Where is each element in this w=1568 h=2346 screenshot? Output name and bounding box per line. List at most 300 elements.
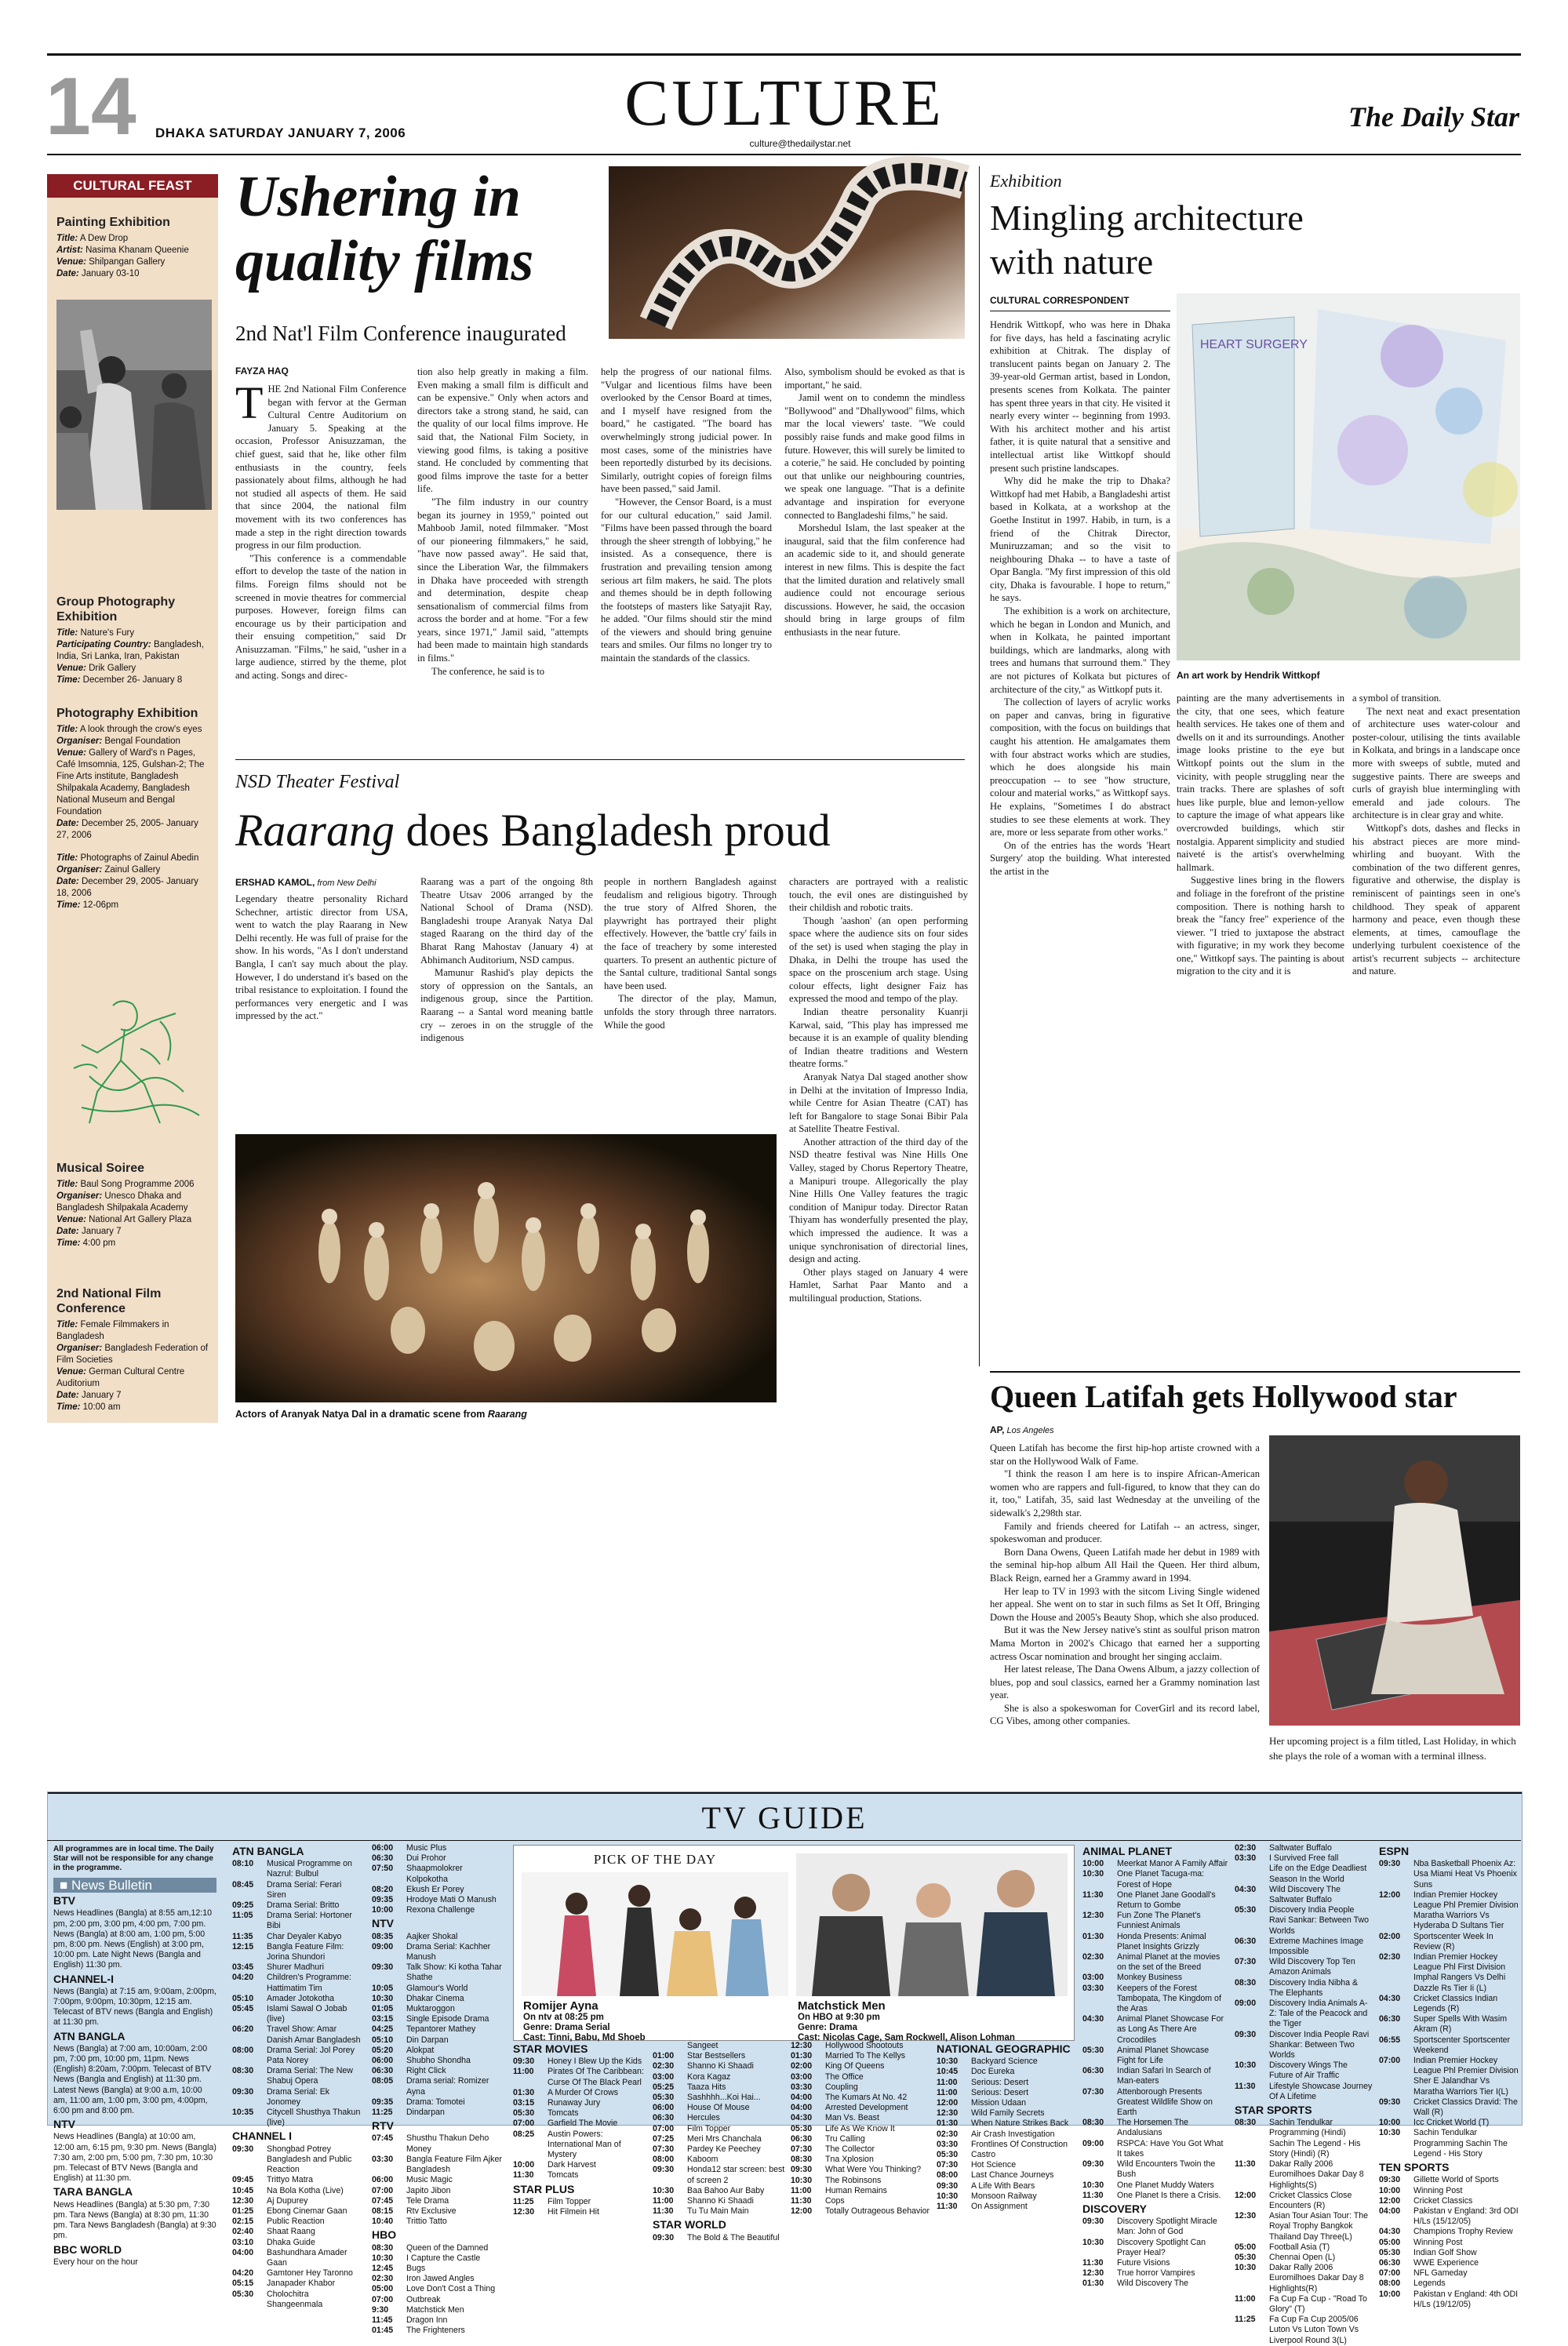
- listing-time: 08:10: [232, 1859, 254, 1869]
- listing-programme: Cops: [825, 2196, 845, 2206]
- listing-programme: Shongbad Potrey Bangladesh and Public Reaction: [267, 2144, 352, 2175]
- listing-time: 06:30: [791, 2133, 813, 2144]
- pick-right-line3: Cast: Nicolas Cage, Sam Rockwell, Alison Lohman: [798, 2033, 1015, 2042]
- listing-programme: Drama Serial: Hortoner Bibi: [267, 1911, 352, 1931]
- natgeo-listing: [937, 2150, 1076, 2160]
- listing-programme: Pakistan v England: 4th ODI H/Ls (19/12/05): [1413, 2289, 1519, 2309]
- listing-programme: The Collector: [825, 2144, 875, 2155]
- listing-time: 08:30: [791, 2155, 813, 2165]
- listing-programme: Dakar Rally 2006 Euromilhoes Dakar Day 8 Highlights(R): [1269, 2263, 1364, 2293]
- listing-time: 11:30: [1235, 2081, 1256, 2091]
- starplus-listing: [513, 2197, 648, 2207]
- news-ch-bbc: BBC WORLD Every hour on the hour: [53, 2242, 138, 2267]
- animal-listing: [1082, 2087, 1228, 2119]
- listing-time: 10:30: [1235, 2060, 1257, 2071]
- listing-time: 08:30: [1082, 2118, 1104, 2128]
- listing-time: 10:00: [513, 2160, 535, 2170]
- listing-programme: One Planet Jane Goodall's Return to Gombe: [1117, 1890, 1216, 1911]
- listing-programme: Musical Programme on Nazrul: Bulbul: [267, 1859, 352, 1879]
- listing-time: 05:00: [1235, 2242, 1257, 2252]
- feast-line: Date: December 25, 2005- January 27, 2006: [56, 819, 198, 840]
- listing-time: 03:30: [1082, 1983, 1104, 1993]
- listing-time: 06:30: [372, 1853, 394, 1864]
- tensports-listing: [1379, 2268, 1519, 2279]
- starplus2-listing: [653, 2093, 786, 2103]
- listing-time: 06:30: [1379, 2257, 1401, 2268]
- starworld-channel-title: STAR WORLD: [653, 2218, 726, 2231]
- feast-line: Venue: National Art Gallery Plaza: [56, 1215, 192, 1224]
- listing-time: 05:30: [653, 2093, 675, 2103]
- listing-programme: A Life With Bears: [971, 2181, 1035, 2191]
- listing-programme: Glamour's World: [406, 1983, 468, 1993]
- listing-time: 11:30: [1082, 1890, 1104, 1900]
- listing-time: 08:45: [232, 1879, 254, 1890]
- listing-time: 06:30: [1235, 1936, 1257, 1946]
- listing-time: 12:45: [372, 2263, 394, 2273]
- starsports-listing: [1235, 2315, 1373, 2346]
- listing-programme: Outbreak: [406, 2294, 441, 2304]
- listing-programme: Bashundhara Amader Gaan: [267, 2247, 347, 2268]
- feast-line: Venue: Drik Gallery: [56, 664, 136, 673]
- listing-time: 11:00: [937, 2087, 958, 2097]
- film-col-2: tion also help greatly in making a film. Even making a small film is difficult and can be expensive." Only when actors and directors take a strong stand, he said, can the quality of our local films improve. He said that, the National Film Society, in viewing good films, is taking a positive stand. He concluded by commenting that good films improve the taste for a better life. "The film industry in our country began its journey in 1959," pointed out Mahboob Jamil, noted filmmaker. "Most of our pioneering filmmakers," he said, "have now passed away". He said that, since the Liberation War, the filmmakers in Dhaka have proceeded with strength and determination, despite cheap sensationalism of commercial films from across the border and at home. "For a few years, since 1971," Jamil said, "attempts had been made to maintain high standards in films." The conference, he said is to: [417, 366, 588, 677]
- listing-programme: Japito Jibon: [406, 2185, 451, 2195]
- raarang-stage-photo: [235, 1134, 777, 1402]
- feast-soiree-title: Musical Soiree: [56, 1162, 145, 1175]
- listing-time: 02:30: [937, 2129, 959, 2139]
- listing-time: 10:35: [232, 2108, 254, 2118]
- animal-listing: [1082, 1984, 1228, 2015]
- listing-time: 11:00: [513, 2067, 534, 2077]
- atn-listing: [232, 1962, 362, 1973]
- ntv-pre-listing: [372, 1853, 502, 1864]
- listing-programme: Pakistan v England: 3rd ODI H/Ls (15/12/05): [1413, 2206, 1519, 2227]
- listing-time: 09:35: [372, 2097, 394, 2107]
- starplus2-listing: [653, 2072, 786, 2082]
- atn-listing: [232, 2108, 362, 2128]
- mingling-col-2: painting are the many advertisements in the city, that one sees, which feature health services. He takes one of them and dwells on it and its surroundings. Another image looks pristine to the eye but Wittkopf points out the slum in the vicinity, with people struggling near the train tracks. There are splashes of soft hues like purple, blue and lemon-yellow to capture the image of what appears like overcrowded buildings, which stir nostalgia. Apparent simplicity and studied naiveté is the artist's overwhelming hallmark. Suggestive lines bring in the flowers and foliage in the forefront of the pristine composition. There is nothing harsh to break the "fancy free" experience of the viewer. "I tried to juxtapose the abstract with figurative; in my work they become one," Wittkopf says. The painting is about migration to the city and it is: [1177, 693, 1344, 977]
- listing-time: 09:00: [1235, 1999, 1257, 2009]
- listing-programme: Wild Discovery Top Ten Amazon Animals: [1269, 1957, 1355, 1977]
- ntv-listing: [372, 2076, 502, 2097]
- listing-programme: Drama Serial: Jol Porey Pata Norey: [267, 2045, 355, 2066]
- listing-time: 06:00: [653, 2103, 675, 2113]
- listing-programme: Din Darpan: [406, 2035, 449, 2045]
- listing-programme: Nba Basketball Phoenix Az: Usa Miami Heat Vs Phoenix Suns: [1413, 1859, 1517, 1890]
- listing-time: 07:00: [513, 2119, 535, 2129]
- channeli-listing: [232, 2217, 362, 2227]
- natgeo-listing: [937, 2088, 1076, 2098]
- listing-time: 09:30: [372, 1962, 394, 1973]
- listing-programme: The Office: [825, 2071, 864, 2082]
- feast-painting-title: Painting Exhibition: [56, 216, 170, 229]
- animal2-listing: [1235, 2060, 1373, 2081]
- channeli-listing: [232, 2196, 362, 2206]
- tv-note: All programmes are in local time. The Daily Star will not be responsible for any change in the programme.: [53, 1845, 214, 1872]
- tensports-listing: [1379, 2227, 1519, 2237]
- rtv-listing: [372, 2196, 502, 2206]
- feast-nfc-title: 2nd National Film Conference: [56, 1287, 162, 1315]
- listing-time: 07:00: [1379, 2268, 1401, 2279]
- channeli-listing: [232, 2279, 362, 2289]
- listing-programme: Animal Planet Showcase Fight for Life: [1117, 2045, 1210, 2066]
- listing-programme: Indian Safari In Search of Man-eaters: [1117, 2066, 1211, 2086]
- listing-time: 11:30: [1235, 2159, 1256, 2170]
- listing-programme: Chennai Open (L): [1269, 2252, 1336, 2262]
- listing-programme: One Planet Tacuga-ma: Forest of Hope: [1117, 1869, 1205, 1890]
- rtv-listing: [372, 2186, 502, 2196]
- listing-time: 11:25: [372, 2108, 393, 2118]
- feast-line: Date: December 29, 2005- January 18, 2006: [56, 877, 198, 898]
- starsports-listing: [1235, 2253, 1373, 2263]
- starmovies-listing: [513, 2130, 648, 2161]
- listing-time: 03:00: [1082, 1973, 1104, 1983]
- listing-time: 05:20: [372, 2045, 394, 2055]
- starmovies-listing: [513, 2098, 648, 2108]
- pick-left-line1: On ntv at 08:25 pm: [523, 2013, 604, 2022]
- starworld2-listing: [791, 2113, 930, 2123]
- listing-time: 04:30: [1379, 1993, 1401, 2003]
- listing-programme: Shanno Ki Shaadi: [687, 2061, 754, 2071]
- listing-time: 11:30: [1082, 2190, 1104, 2200]
- listing-programme: Talk Show: Ki kotha Tahar Shathe: [406, 1962, 502, 1983]
- page-number: 14: [45, 61, 136, 152]
- animal2-listing: [1235, 1937, 1373, 1957]
- discovery-channel-title: DISCOVERY: [1082, 2202, 1147, 2215]
- tv-starmovies-col: [513, 2041, 648, 2217]
- starworld2-listing: [791, 2134, 930, 2144]
- atn-listing: [232, 1994, 362, 2004]
- nsd-col-4: characters are portrayed with a realistic touch, the evil ones are distinguished by their childish and robotic traits. Though 'aashon' (an open performing space where the audience sits on four sides of the set) is used when staging the play in Dhaka, in Delhi the troupe has used the space on the proscenium arch stage. Using colour effects, light designer Faiz has expressed the mood and tempo of the play. Indian theatre personality Kuanrji Karwal, said, "This play has impressed me because it is an example of quality blending of Indian theatre traditions and Western theatre forms." Aranyak Natya Dal staged another show in Delhi at the invitation of Impresso India, while Centre for Asian Theatre (CAT) has left for Bangalore to stage Sonai Bibir Pala at Satellite Theatre Festival. Another attraction of the third day of the NSD theatre festival was Nine Hills One Valley, staged by Chorus Repertory Theatre, a Manipuri troupe. Allegorically the play Nine Hills One Valley features the tragic condition of Manipur today. Director Ratan Thiyam has wonderfully presented the play, which impressed the audience. It was a unique synchronisation of directorial lines, design and acting. Other plays staged on January 4 were Hamlet, Sarhat Paar Manto and a multilingual production, Stations.: [789, 876, 968, 1304]
- listing-time: 12:00: [1379, 1890, 1401, 1900]
- pick-right-title: Matchstick Men: [798, 1999, 886, 2013]
- hbo-listing: [372, 2274, 502, 2284]
- atn-listing: [232, 1911, 362, 1931]
- listing-programme: True horror Vampires: [1117, 2268, 1195, 2279]
- channeli-listing: [232, 2248, 362, 2268]
- starplus2-listing: [653, 2113, 786, 2123]
- starplus2-listing: [653, 2061, 786, 2071]
- listing-programme: Tomcats: [548, 2108, 579, 2119]
- listing-time: 09:45: [232, 2175, 254, 2185]
- paper-logo: The Daily Star: [1348, 101, 1519, 133]
- listing-programme: The Kumars At No. 42: [825, 2093, 908, 2103]
- listing-programme: The Horsemen The Andalusians: [1117, 2118, 1189, 2138]
- listing-time: 09:30: [1082, 2217, 1104, 2227]
- listing-programme: Honda Presents: Animal Planet Insights Grizzly: [1117, 1931, 1206, 1951]
- listing-programme: On Assignment: [971, 2202, 1028, 2212]
- listing-programme: Football Asia (T): [1269, 2242, 1330, 2252]
- atn-listing: [232, 1932, 362, 1942]
- tensports-listing: [1379, 2258, 1519, 2268]
- film-col-4: Also, symbolism should be evoked as that is important," he said. Jamil went on to condemn the mindless "Bollywood" and "Dhallywood" films, which mar the local viewers' taste. "We could possibly raise funds and make good films in future. However, this will surely be limited to a coterie," he said. He concluded by pointing out that unlike our neighbouring countries, we speak one language. "That is a definite advantage and inspiration for everyone connected to Bangladeshi films," he said. Morshedul Islam, the last speaker at the inaugural, said that the film conference had an academic side to it, and should generate interest in new films. This is despite the fact that the limited duration and relatively small audience could not encourage serious discussions. However, he said, the occasion should bring in large groups of film enthusiasts in the near future.: [784, 366, 965, 638]
- listing-programme: Janapader Khabor: [267, 2279, 336, 2289]
- starworld2-listing: [791, 2051, 930, 2061]
- listing-programme: Dindarpan: [406, 2108, 445, 2118]
- hbo-listing: [372, 2326, 502, 2336]
- listing-time: 05:10: [232, 1993, 254, 2003]
- listing-programme: Amader Jotokotha: [267, 1993, 334, 2003]
- listing-time: 09:30: [1082, 2159, 1104, 2170]
- listing-time: 09:30: [653, 2232, 675, 2242]
- natgeo-channel-title: NATIONAL GEOGRAPHIC: [937, 2042, 1071, 2055]
- animal2-listing: [1235, 2082, 1373, 2102]
- listing-programme: Kaboom: [687, 2155, 719, 2165]
- discovery-listing: [1082, 2258, 1228, 2268]
- natgeo-listing: [937, 2170, 1076, 2181]
- pick-photo-matchstick: [796, 1853, 1068, 1996]
- listing-programme: Dakar Rally 2006 Euromilhoes Dakar Day 8 Highlights(S): [1269, 2159, 1364, 2190]
- starworld2-listing: [791, 2186, 930, 2196]
- listing-programme: Tomcats: [548, 2170, 579, 2181]
- listing-programme: Shusthu Thakun Deho Money: [406, 2133, 489, 2154]
- ntv-listing: [372, 2014, 502, 2024]
- listing-time: 04:25: [372, 2024, 394, 2035]
- animal2-listing: [1235, 1853, 1373, 1864]
- tensports-listing: [1379, 2186, 1519, 2196]
- listing-programme: What Were You Thinking?: [825, 2165, 922, 2175]
- starmovies-listing: [513, 2108, 648, 2119]
- listing-programme: Legends: [1413, 2279, 1446, 2289]
- listing-programme: Icc Cricket World (T): [1413, 2118, 1490, 2128]
- feast-line: Organiser: Unesco Dhaka and Bangladesh Shilpakala Academy: [56, 1191, 188, 1213]
- starplus2-listing: [653, 2134, 786, 2144]
- animal-listing: [1082, 2118, 1228, 2138]
- feast-line: Date: January 03-10: [56, 269, 140, 278]
- listing-programme: Drama serial: Romizer Ayna: [406, 2076, 489, 2097]
- wittkopf-caption: An art work by Hendrik Wittkopf: [1177, 670, 1320, 681]
- listing-programme: Matchstick Men: [406, 2304, 464, 2315]
- pick-left-line3: Cast: Tinni, Babu, Md Shoeb: [523, 2033, 646, 2042]
- listing-time: 06:00: [372, 2175, 394, 2185]
- listing-programme: Muktaroggon: [406, 2004, 455, 2014]
- feast-line: Participating Country: Bangladesh, India, Sri Lanka, Iran, Pakistan: [56, 640, 204, 661]
- feast-line: Venue: Shilpangan Gallery: [56, 257, 166, 267]
- listing-programme: Tele Drama: [406, 2195, 449, 2206]
- listing-programme: RSPCA: Have You Got What It takes: [1117, 2138, 1224, 2159]
- animal-listing: [1082, 2181, 1228, 2191]
- listing-programme: When Nature Strikes Back: [971, 2119, 1069, 2129]
- listing-programme: Human Remains: [825, 2185, 887, 2195]
- animal-listing: [1082, 2139, 1228, 2159]
- natgeo-listing: [937, 2191, 1076, 2202]
- raarang-headline-italic: Raarang: [235, 805, 395, 856]
- listing-time: 05:45: [232, 2004, 254, 2014]
- listing-time: 11:35: [232, 1931, 253, 1941]
- starworld2-listing: [791, 2155, 930, 2165]
- listing-time: 07:00: [1379, 2056, 1401, 2066]
- latifah-byline: AP, Los Angeles: [990, 1424, 1054, 1435]
- listing-programme: NFL Gameday: [1413, 2268, 1468, 2279]
- feast-line: Title: Nature's Fury: [56, 628, 135, 638]
- film-subhead: 2nd Nat'l Film Conference inaugurated: [235, 322, 566, 345]
- ntv-listing: [372, 1932, 502, 1942]
- listing-programme: Life As We Know It: [825, 2123, 895, 2133]
- listing-time: 11:25: [1235, 2315, 1256, 2325]
- latifah-headline: Queen Latifah gets Hollywood star: [990, 1379, 1457, 1414]
- pick-left-title: Romijer Ayna: [523, 1999, 598, 2013]
- listing-programme: Discovery India People Ravi Sankar: Between Two Worlds: [1269, 1905, 1369, 1936]
- listing-time: 04:00: [791, 2103, 813, 2113]
- listing-programme: Champions Trophy Review: [1413, 2227, 1513, 2237]
- listing-time: 10:40: [372, 2217, 394, 2227]
- channeli-listing: [232, 2238, 362, 2248]
- listing-programme: House Of Mouse: [687, 2103, 750, 2113]
- listing-time: 06:30: [372, 2066, 394, 2076]
- animal-listing: [1082, 2066, 1228, 2086]
- listing-programme: Drama Serial: Kachher Manush: [406, 1941, 491, 1962]
- listing-time: 9:30: [372, 2304, 389, 2315]
- animal-listing: [1082, 1890, 1228, 1911]
- listing-programme: Film Topper: [687, 2123, 731, 2133]
- listing-time: 06:30: [1379, 2014, 1401, 2024]
- listing-time: 07:00: [372, 2185, 394, 2195]
- ntv-listing: [372, 2056, 502, 2066]
- mingling-col-3: a symbol of transition. The next neat and exact presentation of architecture uses water-colour and poster-colour, utilising the tints available in Kolkata, and brings in a landscape once more with sweeps of subtle, muted and suggestive paints. There are sweeps and curls of grayish blue intermingling with emerald and jade colours. The architecture is in clear gray and white. Wittkopf's dots, dashes and flecks in his abstract pieces are more mind-whirling and buoyant. With the combination of the two different genres, figurative and otherwise, the display is reminiscent of paintings seen in one's childhood. They speak of apparent harmony and peace, even though these elements, at times, camouflage the underlying turbulent coexistence of the artist's recurrent subjects -- architecture and nature.: [1352, 693, 1520, 977]
- starmovies-channel-title: STAR MOVIES: [513, 2042, 588, 2055]
- listing-time: 01:30: [1082, 2279, 1104, 2289]
- listing-time: 11:30: [513, 2170, 534, 2181]
- listing-time: 04:30: [1379, 2227, 1401, 2237]
- listing-programme: Winning Post: [1413, 2237, 1463, 2247]
- listing-time: 07:30: [1082, 2086, 1104, 2097]
- espn-listing: [1379, 2118, 1519, 2128]
- listing-time: 01:30: [937, 2119, 959, 2129]
- listing-time: 09:30: [937, 2181, 959, 2191]
- channeli-channel-title: CHANNEL I: [232, 2130, 292, 2143]
- feast-line: Artist: Nasima Khanam Queenie: [56, 246, 189, 255]
- feast-group-title: Group Photography Exhibition: [56, 595, 176, 624]
- listing-time: 09:00: [372, 1941, 394, 1951]
- listing-time: 09:30: [1379, 2175, 1401, 2185]
- starsports-listing: [1235, 2191, 1373, 2211]
- feast-nfc: [56, 1286, 213, 1413]
- tv-animal-col: [1082, 1843, 1228, 2289]
- animal-listing: [1082, 2191, 1228, 2201]
- listing-programme: Last Chance Journeys: [971, 2170, 1054, 2181]
- listing-programme: Totally Outrageous Behavior: [825, 2206, 930, 2217]
- starplus2-listing: [653, 2103, 786, 2113]
- starworld2-listing: [791, 2206, 930, 2217]
- listing-time: 10:45: [232, 2185, 254, 2195]
- listing-programme: Hit Filmein Hit: [548, 2207, 599, 2217]
- listing-programme: Coupling: [825, 2082, 858, 2092]
- feast-line: Title: A look through the crow's eyes: [56, 725, 202, 734]
- rtv-channel-title: RTV: [372, 2119, 394, 2133]
- listing-programme: Fa Cup Fa Cup - "Road To Glory" (T): [1269, 2293, 1367, 2314]
- listing-time: 02:00: [1379, 1931, 1401, 1941]
- feast-line: Title: A Dew Drop: [56, 234, 129, 243]
- listing-programme: Castro: [971, 2150, 996, 2160]
- listing-time: 05:10: [372, 2035, 394, 2045]
- ntv-pre-listing: [372, 1864, 502, 1884]
- listing-programme: Air Crash Investigation: [971, 2129, 1055, 2139]
- news-bulletin-header: ■ News Bulletin: [53, 1878, 216, 1893]
- listing-programme: Sachin Tendulkar Programming (Hindi) Sachin The Legend - His Story (Hindi) (R): [1269, 2118, 1361, 2159]
- news-ch-btv: BTV News Headlines (Bangla) at 8:55 am,12:10 pm, 2:00 pm, 3:00 pm, 4:00 pm, 7:00 pm. News (Bangla) at 8:00 am, 1:00 pm, 5:00 pm, 8:00 pm. News (English) at 3:00 pm, 10:00 pm. Late Night News (Bangla and English) 11:30 pm.: [53, 1894, 212, 1970]
- listing-time: 06:20: [232, 2024, 254, 2035]
- tensports-listing: [1379, 2248, 1519, 2258]
- listing-programme: Cricket Classics Dravid: The Wall (R): [1413, 2097, 1518, 2118]
- atn-channel-title: ATN BANGLA: [232, 1845, 304, 1857]
- listing-programme: Tepantorer Mathey: [406, 2024, 476, 2035]
- dateline: DHAKA SATURDAY JANUARY 7, 2006: [155, 125, 406, 140]
- listing-programme: Sashhhh...Koi Hai...: [687, 2093, 761, 2103]
- ntv-pre-listing: [372, 1843, 502, 1853]
- starsports-listing: [1235, 2211, 1373, 2231]
- cultural-feast: [47, 174, 218, 1423]
- listing-time: 08:00: [1379, 2279, 1401, 2289]
- ntv-pre-listing: [372, 1885, 502, 1895]
- listing-programme: Cricket Classics Indian Legends (R): [1413, 1993, 1498, 2014]
- atn-listing: [232, 2046, 362, 2066]
- hbo-listing: [372, 2243, 502, 2253]
- feast-line: Time: 10:00 am: [56, 1402, 121, 1412]
- listing-time: 01:45: [372, 2326, 394, 2336]
- listing-programme: Animal Planet at the movies on the set of the Breed: [1117, 1952, 1221, 1973]
- listing-time: 09:30: [791, 2165, 813, 2175]
- listing-programme: Right Click: [406, 2066, 446, 2076]
- hbo-listing: [372, 2295, 502, 2305]
- listing-programme: Love Don't Cost a Thing: [406, 2284, 496, 2294]
- listing-time: [653, 2041, 687, 2051]
- nsd-byline: ERSHAD KAMOL, from New Delhi: [235, 877, 377, 888]
- section-email: culture@thedailystar.net: [749, 138, 851, 149]
- starworld2-listing: [791, 2041, 930, 2051]
- listing-programme: Extreme Machines Image Impossible: [1269, 1936, 1364, 1957]
- tv-ap2-col: [1235, 1843, 1373, 2345]
- natgeo-listing: [937, 2067, 1076, 2077]
- listing-programme: Hot Science: [971, 2160, 1017, 2170]
- animal-channel-title: ANIMAL PLANET: [1082, 1845, 1173, 1857]
- listing-time: 08:30: [372, 2242, 394, 2253]
- listing-time: 10:30: [372, 2253, 394, 2263]
- listing-programme: Wild Discovery The: [1117, 2279, 1189, 2289]
- listing-time: 02:30: [1235, 1843, 1257, 1853]
- listing-programme: Shurer Madhuri: [267, 1962, 325, 1973]
- feast-line: Venue: Gallery of Ward's n Pages, Café Imsomnia, 125, Gulshan-2; The Fine Arts institute, Bangladesh Shilpakala Academy, Bangladesh National Museum and Bengal Foundation: [56, 748, 205, 817]
- listing-programme: Music Plus: [406, 1843, 447, 1853]
- listing-time: 05:15: [232, 2279, 254, 2289]
- espn-listing: [1379, 1859, 1519, 1890]
- pick-of-the-day: [513, 1845, 1075, 2041]
- espn-listing: [1379, 1890, 1519, 1932]
- listing-programme: Meri Mrs Chanchala: [687, 2133, 762, 2144]
- listing-programme: Honey I Blew Up the Kids: [548, 2057, 642, 2067]
- listing-time: 06:30: [653, 2113, 675, 2123]
- listing-programme: Dark Harvest: [548, 2160, 596, 2170]
- listing-programme: The Frighteners: [406, 2326, 465, 2336]
- raarang-caption: Actors of Aranyak Natya Dal in a dramatic scene from Raarang: [235, 1409, 527, 1420]
- listing-programme: Aajker Shokal: [406, 1931, 458, 1941]
- starsports-listing: [1235, 2242, 1373, 2253]
- listing-programme: Drama Serial: Ek Jonomey: [267, 2086, 330, 2107]
- listing-time: 09:30: [1235, 2029, 1257, 2039]
- listing-programme: Tna Xplosion: [825, 2155, 874, 2165]
- listing-programme: Rtv Exclusive: [406, 2206, 457, 2216]
- rtv-listing: [372, 2217, 502, 2227]
- listing-programme: Na Bola Kotha (Live): [267, 2185, 344, 2195]
- discovery-listing: [1082, 2268, 1228, 2279]
- atn-listing: [232, 1880, 362, 1900]
- raarang-headline-rest: does Bangladesh proud: [395, 805, 831, 856]
- listing-programme: Indian Premier Hockey League Phl Premier Division Maratha Warriors Vs Hyderaba D Sultans Tier: [1413, 1890, 1519, 1931]
- listing-time: 10:30: [372, 1993, 394, 2003]
- listing-time: 05:30: [791, 2123, 813, 2133]
- listing-programme: Asian Tour Asian Tour: The Royal Trophy Bangkok: [1269, 2211, 1369, 2231]
- ntv-listing: [372, 1962, 502, 1983]
- listing-programme: Baa Bahoo Aur Baby: [687, 2185, 765, 2195]
